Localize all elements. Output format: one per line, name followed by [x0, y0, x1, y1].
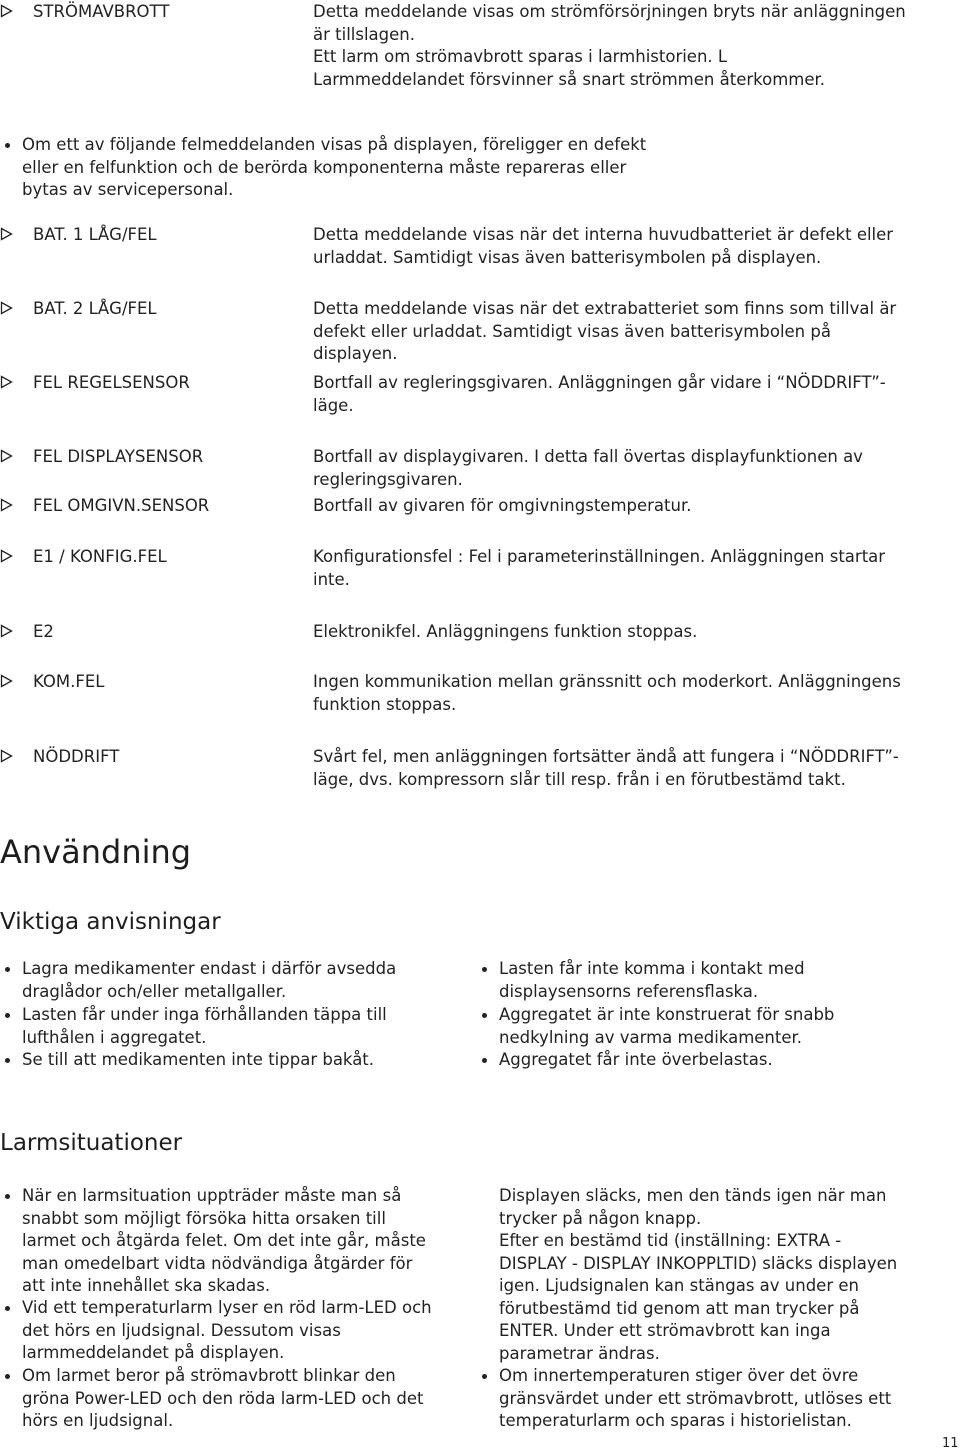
- error-description: [313, 446, 933, 491]
- triangle-bullet-icon: [0, 447, 14, 469]
- desc-line: Detta meddelande visas när det extrabatteriet som finns som tillval är: [313, 299, 897, 318]
- item-line: Lagra medikamenter endast i därför avsedda: [22, 959, 397, 978]
- item-line: att inte innehållet ska skadas.: [22, 1276, 271, 1295]
- error-description: [313, 746, 933, 791]
- list-item-text: [22, 1297, 432, 1365]
- larm-title: Larmsituationer: [0, 1130, 183, 1156]
- desc-line: Svårt fel, men anläggningen fortsätter ändå att fungera i “NÖDDRIFT”-: [313, 747, 899, 766]
- paragraph-line: trycker på någon knapp.: [499, 1208, 702, 1228]
- viktiga-title: Viktiga anvisningar: [0, 909, 221, 935]
- item-line: Om innertemperaturen stiger över det övre: [499, 1366, 859, 1385]
- item-line: nedkylning av varma medikamenter.: [499, 1027, 803, 1047]
- paragraph-line: Efter en bestämd tid (inställning: EXTRA -: [499, 1231, 842, 1250]
- bullet-dot-icon: [5, 1058, 10, 1063]
- paragraph-line: parametrar ändras.: [499, 1343, 660, 1363]
- bullet-dot-icon: [5, 1374, 10, 1379]
- bullet-dot-icon: [5, 1306, 10, 1311]
- desc-line: displayen.: [313, 344, 398, 363]
- bullet-dot-icon: [5, 1013, 10, 1018]
- paragraph-line: Displayen släcks, men den tänds igen när man: [499, 1186, 887, 1205]
- item-line: Vid ett temperaturlarm lyser en röd larm-LED och: [22, 1298, 432, 1317]
- desc-line: är tillslagen.: [313, 24, 415, 44]
- error-description: [313, 372, 933, 417]
- error-code: FEL REGELSENSOR: [33, 373, 190, 392]
- desc-line: Konfigurationsfel : Fel i parameterinställningen. Anläggningen startar: [313, 547, 886, 566]
- list-item-text: [499, 1004, 834, 1049]
- triangle-bullet-icon: [0, 622, 14, 644]
- error-code: BAT. 1 LÅG/FEL: [33, 225, 157, 244]
- paragraph-line: ENTER. Under ett strömavbrott kan inga: [499, 1321, 831, 1340]
- desc-line: Detta meddelande visas om strömförsörjningen bryts när anläggningen: [313, 2, 906, 21]
- paragraph-line: igen. Ljudsignalen kan stängas av under en: [499, 1276, 859, 1295]
- triangle-bullet-icon: [0, 547, 14, 569]
- desc-line: Ingen kommunikation mellan gränssnitt och moderkort. Anläggningens: [313, 672, 901, 691]
- error-description: [313, 495, 933, 518]
- triangle-bullet-icon: [0, 747, 14, 769]
- desc-line: defekt eller urladdat. Samtidigt visas även batterisymbolen på: [313, 321, 831, 341]
- item-line: Aggregatet är inte konstruerat för snabb: [499, 1005, 835, 1024]
- triangle-bullet-icon: [0, 672, 14, 694]
- error-code: KOM.FEL: [33, 672, 105, 691]
- error-description: [313, 298, 933, 366]
- desc-line: inte.: [313, 569, 350, 589]
- bullet-dot-icon: [5, 1194, 10, 1199]
- item-line: det hörs en ljudsignal. Dessutom visas: [22, 1320, 341, 1340]
- item-line: lufthålen i aggregatet.: [22, 1027, 207, 1047]
- error-description: [313, 621, 933, 644]
- item-line: Lasten får inte komma i kontakt med: [499, 959, 805, 978]
- item-line: Lasten får under inga förhållanden täppa till: [22, 1005, 387, 1024]
- error-code: E2: [33, 622, 54, 641]
- list-item-text: [499, 1049, 773, 1072]
- desc-line: läge.: [313, 395, 354, 415]
- error-code: E1 / KONFIG.FEL: [33, 547, 167, 566]
- triangle-bullet-icon: [0, 496, 14, 518]
- desc-line: Bortfall av givaren för omgivningstemperatur.: [313, 496, 692, 515]
- intro-bullet-text: [22, 134, 646, 202]
- bullet-dot-icon: [482, 1013, 487, 1018]
- bullet-dot-icon: [482, 967, 487, 972]
- desc-line: regleringsgivaren.: [313, 469, 463, 489]
- paragraph-line: förutbestämd tid genom att man trycker på: [499, 1298, 860, 1318]
- item-line: displaysensorns referensflaska.: [499, 981, 759, 1001]
- item-line: larmet och åtgärda felet. Om det inte går, måste: [22, 1231, 426, 1250]
- error-description: [313, 224, 933, 269]
- list-item-text: [22, 1365, 423, 1433]
- item-line: Aggregatet får inte överbelastas.: [499, 1050, 773, 1069]
- desc-line: urladdat. Samtidigt visas även batterisymbolen på displayen.: [313, 247, 822, 267]
- item-line: hörs en ljudsignal.: [22, 1411, 174, 1430]
- larm-right-paragraph: [499, 1185, 897, 1365]
- item-line: larmmeddelandet på displayen.: [22, 1343, 285, 1362]
- item-line: När en larmsituation uppträder måste man så: [22, 1186, 402, 1205]
- list-item-text: [22, 958, 396, 1003]
- item-line: Om larmet beror på strömavbrott blinkar den: [22, 1366, 396, 1385]
- triangle-bullet-icon: [0, 373, 14, 395]
- list-item-text: [499, 958, 805, 1003]
- error-description: [313, 671, 933, 716]
- item-line: man omedelbart vidta nödvändiga åtgärder för: [22, 1253, 413, 1273]
- desc-line: Bortfall av displaygivaren. I detta fall övertas displayfunktionen av: [313, 447, 863, 466]
- item-line: gröna Power-LED och den röda larm-LED och det: [22, 1388, 424, 1408]
- error-code: FEL OMGIVN.SENSOR: [33, 496, 210, 515]
- desc-line: funktion stoppas.: [313, 694, 457, 714]
- intro-line: Om ett av följande felmeddelanden visas på displayen, föreligger en defekt: [22, 135, 647, 154]
- desc-line: Bortfall av regleringsgivaren. Anläggningen går vidare i “NÖDDRIFT”-: [313, 373, 886, 392]
- error-code: NÖDDRIFT: [33, 747, 120, 766]
- page-number: 11: [942, 1436, 959, 1451]
- item-line: gränsvärdet under ett strömavbrott, utlöses ett: [499, 1388, 892, 1408]
- intro-line: eller en felfunktion och de berörda komponenterna måste repareras eller: [22, 157, 627, 177]
- desc-line: läge, dvs. kompressorn slår till resp. från i en förutbestämd takt.: [313, 769, 846, 789]
- list-item-text: [499, 1365, 891, 1433]
- desc-line: Larmmeddelandet försvinner så snart strömmen återkommer.: [313, 69, 825, 89]
- error-code: FEL DISPLAYSENSOR: [33, 447, 204, 466]
- triangle-bullet-icon: [0, 225, 14, 247]
- error-description: [313, 546, 933, 591]
- item-line: temperaturlarm och sparas i historielistan.: [499, 1411, 852, 1430]
- bullet-dot-icon: [482, 1058, 487, 1063]
- desc-line: Ett larm om strömavbrott sparas i larmhistorien. L: [313, 47, 728, 66]
- list-item-text: [22, 1049, 374, 1072]
- bullet-dot-icon: [482, 1374, 487, 1379]
- paragraph-line: DISPLAY - DISPLAY INKOPPLTID) släcks displayen: [499, 1253, 898, 1273]
- item-line: snabbt som möjligt försöka hitta orsaken till: [22, 1208, 386, 1228]
- section-title: Användning: [0, 833, 192, 871]
- bullet-dot-icon: [5, 143, 10, 148]
- error-code: BAT. 2 LÅG/FEL: [33, 299, 157, 318]
- intro-line: bytas av servicepersonal.: [22, 180, 234, 199]
- alarm-description: [313, 1, 933, 91]
- desc-line: Detta meddelande visas när det interna huvudbatteriet är defekt eller: [313, 225, 894, 244]
- bullet-dot-icon: [5, 967, 10, 972]
- list-item-text: [22, 1004, 387, 1049]
- item-line: draglådor och/eller metallgaller.: [22, 981, 287, 1001]
- list-item-text: [22, 1185, 426, 1298]
- triangle-bullet-icon: [0, 2, 14, 24]
- triangle-bullet-icon: [0, 299, 14, 321]
- alarm-code: STRÖMAVBROTT: [33, 2, 170, 21]
- desc-line: Elektronikfel. Anläggningens funktion stoppas.: [313, 622, 698, 641]
- item-line: Se till att medikamenten inte tippar bakåt.: [22, 1050, 375, 1069]
